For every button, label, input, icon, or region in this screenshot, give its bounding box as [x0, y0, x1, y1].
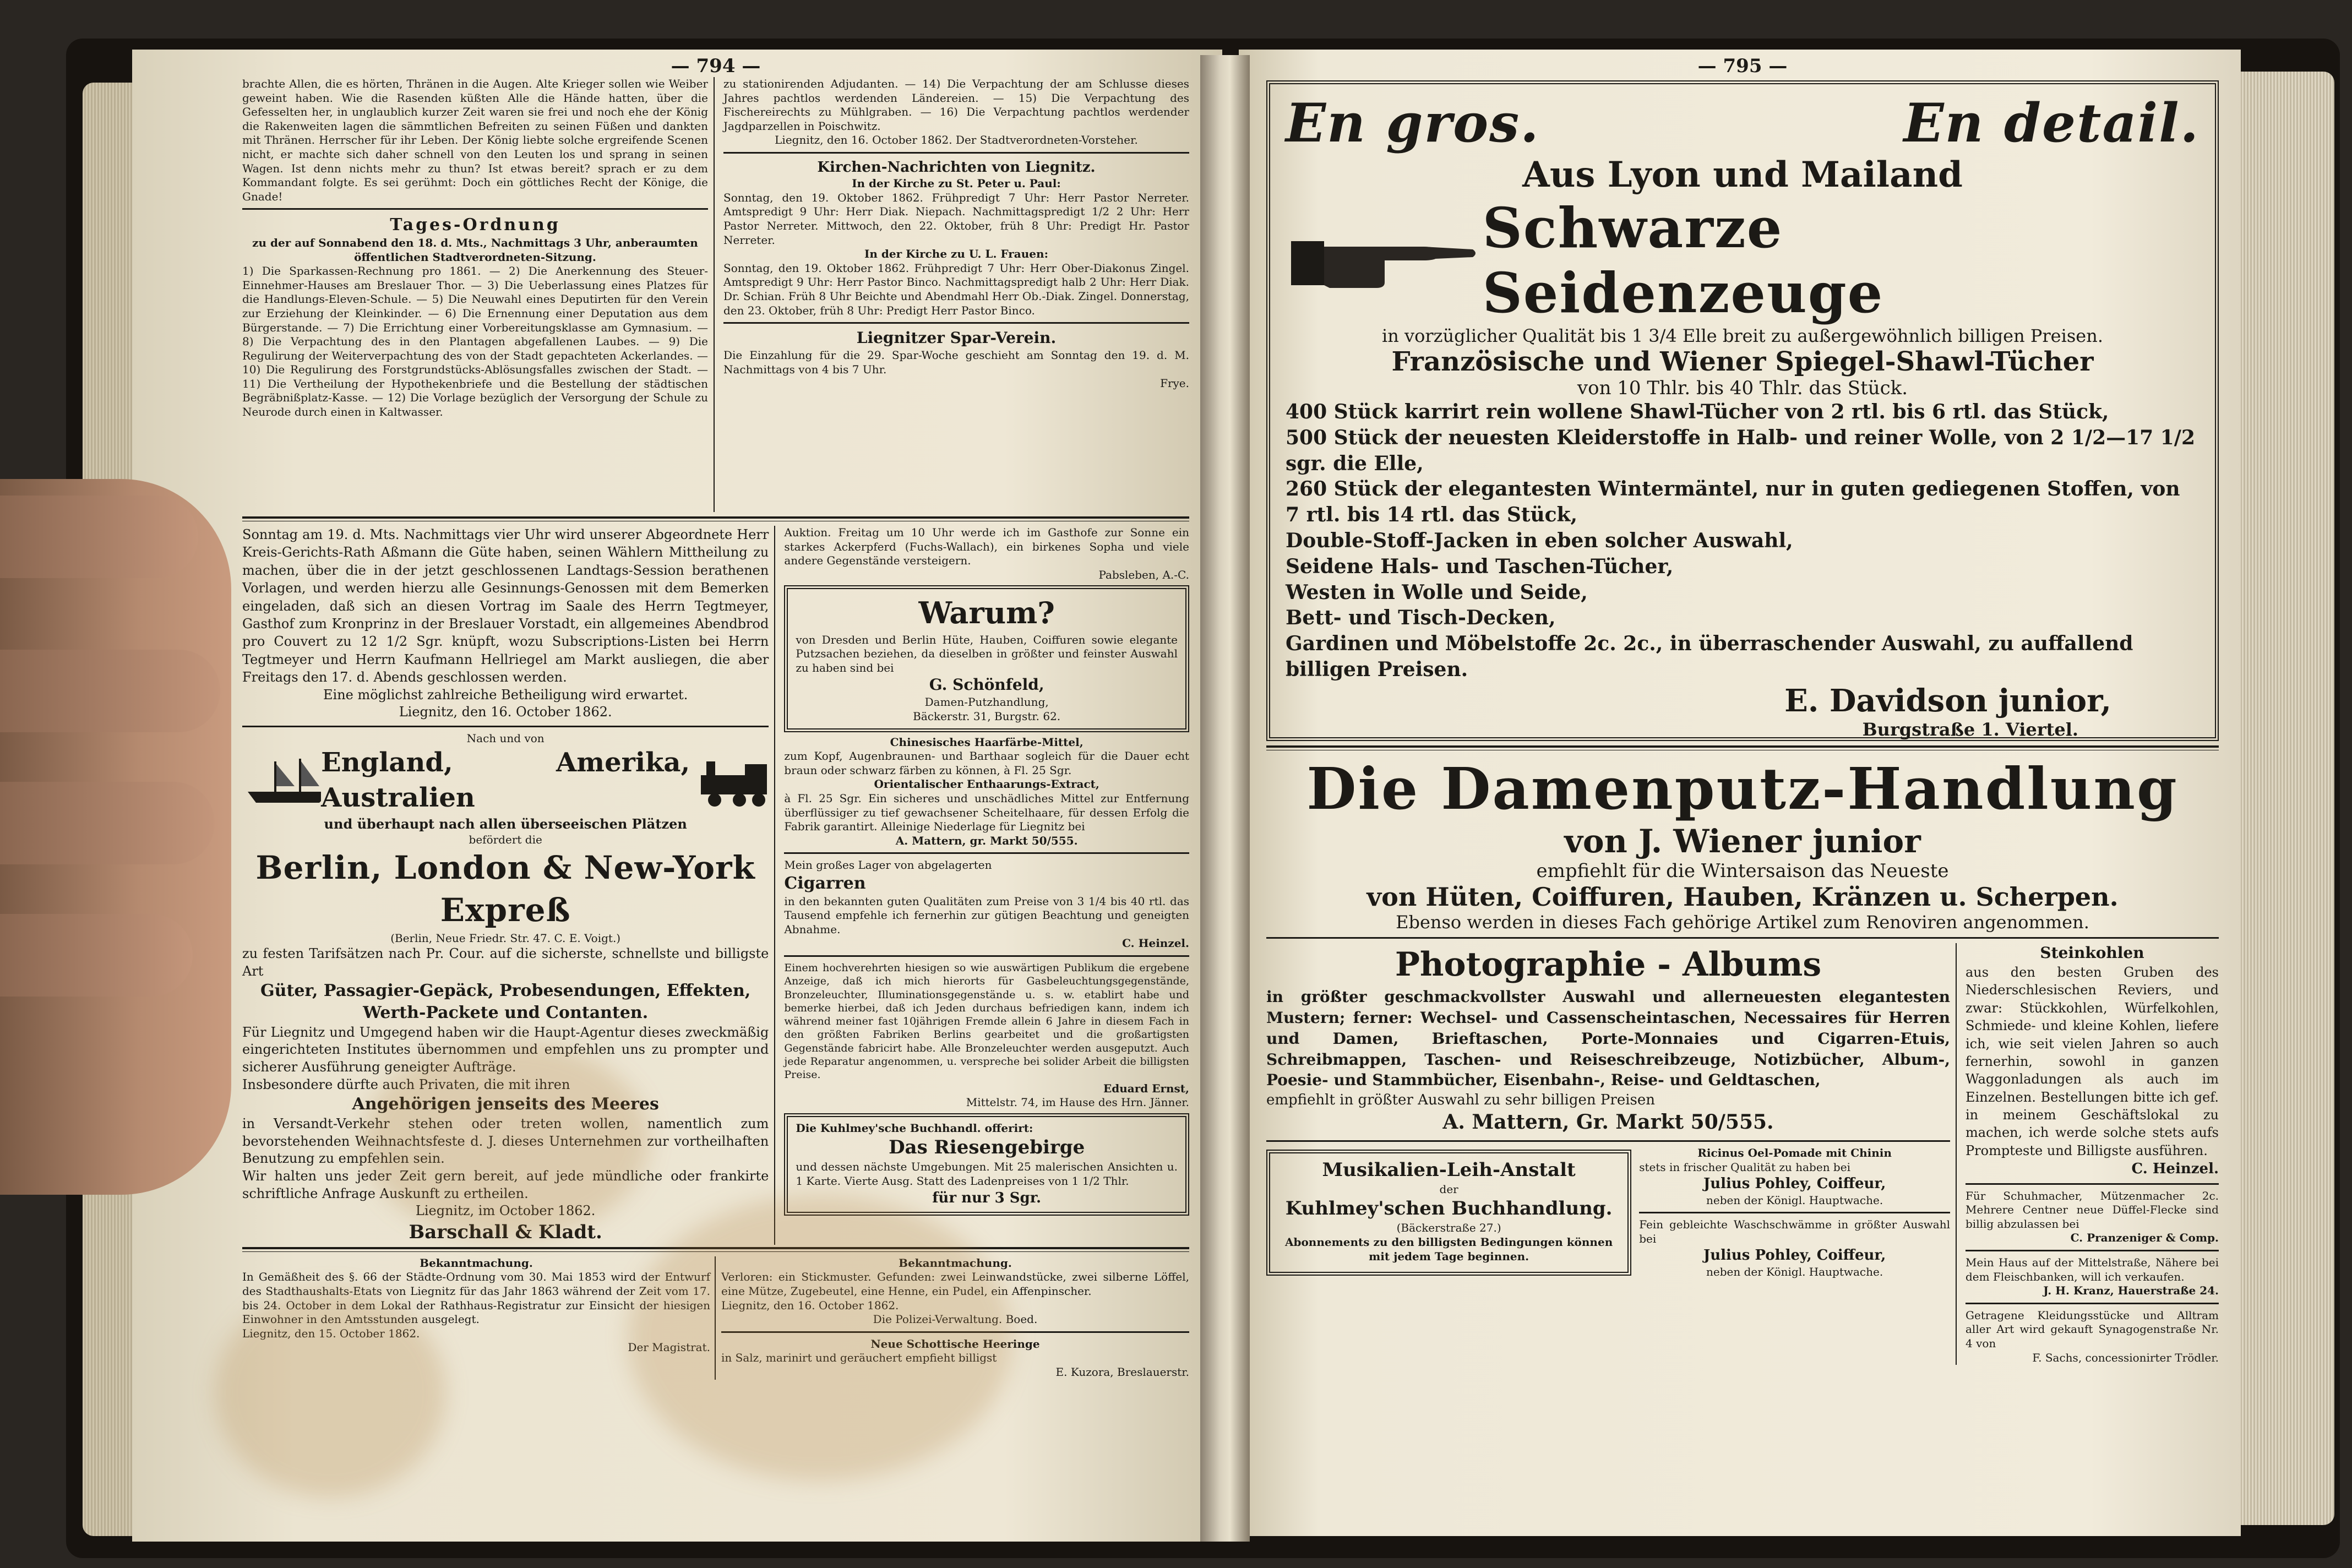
offer-list: [1286, 399, 2199, 683]
photo-signature: A. Mattern, Gr. Markt 50/555.: [1442, 1110, 1774, 1134]
schwamm-addr: neben der Königl. Hauptwache.: [1706, 1265, 1883, 1278]
ricinus-addr: neben der Königl. Hauptwache.: [1706, 1193, 1883, 1207]
page-number: — 794 —: [671, 55, 761, 77]
hering-title: Neue Schottische Heeringe: [870, 1337, 1040, 1351]
kleid-signature: F. Sachs, concessionirter Trödler.: [2032, 1351, 2219, 1364]
haar-text: zum Kopf, Augenbraunen- und Barthaar sogleich für die Dauer echt braun oder schwarz färben zu können, à Fl. 25 Sgr.: [784, 749, 1189, 777]
musik-ad: [1266, 1150, 1631, 1276]
spar-signature: Frye.: [1160, 377, 1189, 390]
photo-text: in größter geschmackvollster Auswahl und allerneuesten elegantesten Mustern; ferner: Wechsel- und Cassenscheintaschen, Necessaires für Herren und Damen, Brieftaschen, Porte-Monnaies und Cigarren-Etuis, Schreibmappen, Taschen- und Reiseschreibzeuge, Notizbücher, Album-, Poesie- und Stammbücher, Eisenbahn-, Reise- und Geldtaschen,: [1266, 988, 1950, 1090]
kohle-signature: C. Heinzel.: [2131, 1161, 2219, 1178]
warum-title: Warum?: [918, 595, 1055, 631]
express-text2: Für Liegnitz und Umgegend haben wir die Haupt-Agentur dieses zweckmäßig eingerichteten Institutes übernommen und empfehlen uns zu prompter und sicherer Ausführung geneigter Aufträge.: [242, 1024, 769, 1075]
pointing-hand-icon: [1286, 222, 1483, 299]
musik-text: Abonnements zu den billigsten Bedingungen können mit jedem Tage beginnen.: [1284, 1235, 1613, 1263]
express-sub: und überhaupt nach allen überseeischen Plätzen: [324, 816, 687, 832]
cigarren-text2: in den bekannten guten Qualitäten zum Preise von 3 1/4 bis 40 rtl. das Tausend empfehle ich fernerhin zur gütigen Beachtung und geneigten Abnahme.: [784, 894, 1189, 936]
right-page: [1239, 50, 2241, 1536]
bek2-date: Liegnitz, den 16. October 1862.: [721, 1298, 899, 1312]
warum-text: von Dresden und Berlin Hüte, Hauben, Coiffuren sowie elegante Putzsachen beziehen, da dieselben in größter und feinster Auswahl zu haben sind bei: [796, 633, 1178, 674]
hering-signature: E. Kuzora, Breslauerstr.: [1055, 1365, 1189, 1379]
finger: [0, 914, 193, 997]
express-text5: Wir halten uns jeder Zeit gern bereit, auf jede mündliche oder frankirte schriftliche Anfrage Auskunft zu ertheilen.: [242, 1168, 769, 1201]
engros-label: En gros.: [1286, 92, 1540, 154]
offer-item: Gardinen und Möbelstoffe 2c. 2c., in überraschender Auswahl, zu auffallend billigen Preisen.: [1286, 632, 2133, 681]
sonntag-date: Liegnitz, den 16. October 1862.: [399, 704, 612, 720]
spar-title: Liegnitzer Spar-Verein.: [856, 329, 1057, 347]
intro-text: brachte Allen, die es hörten, Thränen in die Augen. Alte Krieger sollen wie Weiber geweint haben. Wie die Rasenden küßten Alle die Hände hatten, über die Gefesselten her, in unglaublich kurzer Zeit waren sie frei und noch ehe der König die Rakenweiten lagen die sämmtlichen Befreiten zu seinen Füßen und dankten mit Thränen. Herrscher für ihr Leben. Der König liebte solche ergreifende Scenen nicht, er machte sich daher schnell von den Leuten los und sprang in seinen Wagen. Ist denn nichts mehr zu thun? Ist etwas bereit? sprach er zu dem Kommandant folgte. Es sei gerühmt: Doch ein göttliches Recht der Könige, die Gnade!: [242, 77, 708, 203]
kirchen-sub2: In der Kirche zu U. L. Frauen:: [864, 247, 1048, 261]
bek1-title: Bekanntmachung.: [420, 1256, 533, 1270]
kuhlmey-title: Das Riesengebirge: [889, 1136, 1085, 1159]
gas-signature: Eduard Ernst,: [1103, 1081, 1189, 1095]
tages-subtitle: zu der auf Sonnabend den 18. d. Mts., Nachmittags 3 Uhr, anberaumten öffentlichen Stadtverordneten-Sitzung.: [252, 236, 698, 264]
davidson-name: E. Davidson junior,: [1784, 682, 2111, 719]
auktion-text: Auktion. Freitag um 10 Uhr werde ich im Gasthofe zur Sonne ein starkes Ackerpferd (Fuchs-Wallach), ein birkenes Sopha und viele andere Gegenstände versteigern.: [784, 526, 1189, 568]
tages-title: Tages-Ordnung: [390, 215, 560, 235]
express-date: Liegnitz, im October 1862.: [415, 1203, 596, 1219]
musik-addr: (Bäckerstraße 27.): [1396, 1221, 1501, 1235]
haus-signature: J. H. Kranz, Hauerstraße 24.: [2043, 1284, 2219, 1298]
aus-lyon: Aus Lyon und Mailand: [1522, 154, 1963, 195]
davidson-addr: Burgstraße 1. Viertel.: [1862, 718, 2078, 740]
left-page: [132, 50, 1222, 1542]
express-goods: Güter, Passagier-Gepäck, Probesendungen, Effekten, Werth-Packete und Contanten.: [260, 981, 751, 1023]
cigarren-text1: Mein großes Lager von abgelagerten: [784, 858, 992, 872]
kirchen-text1: Sonntag, den 19. Oktober 1862. Frühpredigt 7 Uhr: Herr Pastor Nerreter. Amtspredigt 9 Uhr: Herr Diak. Niepach. Nachmittagspredigt 1/2 2 Uhr: Herr Pastor Nerreter. Mittwoch, den 22. Oktober, früh 8 Uhr: Predigt Hr. Pastor Nerreter.: [723, 190, 1189, 247]
wiener-text2: Ebenso werden in dieses Fach gehörige Artikel zum Renoviren angenommen.: [1396, 912, 2089, 933]
musik-name: Kuhlmey'schen Buchhandlung.: [1285, 1197, 1613, 1220]
warum-ad: [784, 585, 1189, 732]
express-befoerdert: befördert die: [469, 832, 542, 846]
offer-item: Double-Stoff-Jacken in eben solcher Auswahl,: [1286, 529, 1793, 552]
offer-item: 260 Stück der elegantesten Wintermäntel, nur in guten gediegenen Stoffen, von 7 rtl. bis 14 rtl. das Stück,: [1286, 477, 2180, 527]
offer-item: Westen in Wolle und Seide,: [1286, 580, 1588, 604]
express-top: Nach und von: [466, 731, 545, 745]
kohle-title: Steinkohlen: [2040, 944, 2144, 962]
schuh-signature: C. Pranzeniger & Comp.: [2070, 1231, 2219, 1245]
warum-addr: Bäckerstr. 31, Burgstr. 62.: [913, 709, 1061, 723]
locomotive-icon: [690, 753, 769, 808]
enthaar-signature: A. Mattern, gr. Markt 50/555.: [895, 834, 1078, 847]
schuh-text: Für Schuhmacher, Mützenmacher 2c. Mehrere Centner neue Düffel-Flecke sind billig abzulassen bei: [1966, 1189, 2219, 1231]
finger: [0, 496, 198, 578]
express-signature: Barschall & Kladt.: [409, 1221, 602, 1243]
wiener-big: von Hüten, Coiffuren, Hauben, Kränzen u. Scherpen.: [1366, 882, 2119, 912]
schwamm-title: Fein gebleichte Waschschwämme in größter Auswahl bei: [1639, 1218, 1950, 1245]
gas-text: Einem hochverehrten hiesigen so wie auswärtigen Publikum die ergebene Anzeige, daß ich mich hierorts für Gasbeleuchtungsgegenstände, Bronzeleuchter, Illuminationsgegenstände u. s. w. etablirt habe und bemerke hierbei, daß ich Jeden durchaus befriedigen kann, indem ich während meiner fast 10jährigen Fremde allein 6 Jahre in diesem Fach in den größten Fabriken Berlins gearbeitet und die großartigsten Gegenstände fabricirt habe. Alle Bronzeleuchter werden ausgeputzt. Auch jede Reparatur angenommen, u. verspreche bei solider Arbeit die billigsten Preise.: [784, 961, 1189, 1081]
agenda-signature: Liegnitz, den 16. October 1862. Der Stadtverordneten-Vorsteher.: [775, 133, 1138, 147]
ricinus-text: stets in frischer Qualität zu haben bei: [1639, 1160, 1850, 1174]
shawl-price: von 10 Thlr. bis 40 Thlr. das Stück.: [1577, 377, 1908, 399]
page-number-right: — 795 —: [1697, 55, 1788, 77]
kleid-text: Getragene Kleidungsstücke und Alltram aller Art wird gekauft Synagogenstraße Nr. 4 von: [1966, 1308, 2219, 1350]
express-addr: (Berlin, Neue Friedr. Str. 47. C. E. Voigt.): [390, 931, 621, 945]
sonntag-text: Sonntag am 19. d. Mts. Nachmittags vier Uhr wird unserer Abgeordnete Herr Kreis-Gerichts-Rath Aßmann die Güte haben, seinen Wählern Mittheilung zu machen, über die in der jetzt geschlossenen Landtags-Session berathenen Vorlagen, und werden hierzu alle Gesinnungs-Genossen mit dem Bemerken eingeladen, daß sich an diesen Vortrag im Saale des Herrn Tegtmeyer, Gasthof zum Kronprinz in der Breslauer Vorstadt, ein allgemeines Abendbrod pro Couvert zu 12 1/2 Sgr. knüpft, wozu Subscriptions-Listen bei Herrn Tegtmeyer und Herrn Kaufmann Hellriegel am Markt ausliegen, die aber Freitags den 17. d. Abends geschlossen werden.: [242, 527, 769, 685]
ricinus-title: Ricinus Oel-Pomade mit Chinin: [1697, 1146, 1892, 1159]
bek2-text: Verloren: ein Stickmuster. Gefunden: zwei Leinwandstücke, zwei silberne Löffel, eine Mütze, Zugebeutel, eine Henne, ein Pudel, ein Affenpinscher.: [721, 1270, 1189, 1298]
agenda-continuation: zu stationirenden Adjudanten. — 14) Die Verpachtung der am Schlusse dieses Jahres pachtlos werdenden Ländereien. — 15) Die Verpachtung des Fischereirechts zu Mühlgraben. — 16) Die Verpachtung pachtlos werdender Jagdparzellen in Poischwitz.: [723, 77, 1189, 133]
finger: [0, 782, 215, 864]
kirchen-title: Kirchen-Nachrichten von Liegnitz.: [817, 159, 1096, 176]
seide-text: in vorzüglicher Qualität bis 1 3/4 Elle breit zu außergewöhnlich billigen Preisen.: [1382, 325, 2103, 346]
seidenzeuge-title: Schwarze Seidenzeuge: [1482, 195, 1884, 325]
haar-title: Chinesisches Haarfärbe-Mittel,: [890, 735, 1084, 749]
hering-text: in Salz, marinirt und geräuchert empfieht billigst: [721, 1351, 997, 1365]
offer-item: Seidene Hals- und Taschen-Tücher,: [1286, 554, 1674, 578]
offer-item: 500 Stück der neuesten Kleiderstoffe in Halb- und reiner Wolle, von 2 1/2—17 1/2 sgr. die Elle,: [1286, 426, 2195, 475]
express-angehoerigen: Angehörigen jenseits des Meeres: [352, 1095, 659, 1114]
sonntag-line: Eine möglichst zahlreiche Betheiligung wird erwartet.: [323, 687, 688, 703]
gas-addr: Mittelstr. 74, im Hause des Hrn. Jänner.: [966, 1096, 1189, 1109]
ricinus-signature: Julius Pohley, Coiffeur,: [1703, 1175, 1886, 1193]
bek2-signature: Die Polizei-Verwaltung. Boed.: [873, 1313, 1038, 1326]
express-text3: Insbesondere dürfte auch Privaten, die mit ihren: [242, 1076, 570, 1092]
musik-der: der: [1439, 1182, 1458, 1196]
bek1-signature: Der Magistrat.: [628, 1341, 710, 1354]
davidson-ad: [1266, 80, 2219, 741]
cigarren-word: Cigarren: [784, 873, 866, 893]
express-name: Berlin, London & New-York Expreß: [255, 849, 755, 929]
haus-text: Mein Haus auf der Mittelstraße, Nähere bei dem Fleischbanken, will ich verkaufen.: [1966, 1255, 2219, 1283]
express-text4: in Versandt-Verkehr stehen oder treten wollen, namentlich zum bevorstehenden Weihnachtsfeste d. J. dieses Unternehmen zur vortheilhaften Benutzung zu empfehlen sein.: [242, 1115, 769, 1167]
kirchen-sub1: In der Kirche zu St. Peter u. Paul:: [852, 177, 1061, 190]
express-title: England, Amerika, Australien: [321, 747, 690, 813]
wiener-text1: empfiehlt für die Wintersaison das Neueste: [1536, 860, 1949, 882]
photo-text2: empfiehlt in größter Auswahl zu sehr billigen Preisen: [1266, 1092, 1655, 1109]
schwamm-signature: Julius Pohley, Coiffeur,: [1703, 1247, 1886, 1264]
spar-text: Die Einzahlung für die 29. Spar-Woche geschieht am Sonntag den 19. d. M. Nachmittags von 4 bis 7 Uhr.: [723, 349, 1189, 376]
tages-text: 1) Die Sparkassen-Rechnung pro 1861. — 2) Die Anerkennung des Steuer-Einnehmer-Hauses am Breslauer Thor. — 3) Die Ueberlassung eines Platzes für die Handlungs-Eleven-Schule. — 5) Die Neuwahl eines Deputirten für den Verein zur Erziehung der Kleinkinder. — 6) Die Ernennung einer Deputation aus dem Bürgerstande. — 7) Die Errichtung einer Vorbereitungsklasse am Gymnasium. — 8) Die Verpachtung des in den Plantagen abgefallenen Laubes. — 9) Die Regulirung der Weiterverpachtung des von der Stadt gepachteten Ackerlandes. — 10) Die Regulirung des Forstgrundstücks-Ablösungsfalles zwischen der Stadt. — 11) Die Vertheilung der Hypothekenbriefe und die Bestellung der städtischen Begräbnißplatz-Kasse. — 12) Die Vorlage bezüglich der Versorgung der Schule zu Neurode durch einen in Kaltwasser.: [242, 264, 708, 419]
kohle-text: aus den besten Gruben des Niederschlesischen Reviers, und zwar: Stückkohlen, Würfelkohlen, Schmiede- und kleine Kohlen, liefere ich, wie seit vielen Jahren so auch fernerhin, sowohl in ganzen Waggonladungen als auch im Einzelnen. Bestellungen bitte ich gef. in meinem Geschäftslokal zu machen, ich werde solche stets aufs Prompteste und Billigste ausführen.: [1966, 964, 2219, 1158]
pohley-ads: [1639, 1146, 1950, 1279]
express-text1: zu festen Tarifsätzen nach Pr. Cour. auf die sicherste, schnellste und billigste Art: [242, 946, 769, 979]
musik-title: Musikalien-Leih-Anstalt: [1322, 1159, 1576, 1181]
warum-firm: Damen-Putzhandlung,: [924, 695, 1049, 709]
enthaar-title: Orientalischer Enthaarungs-Extract,: [874, 777, 1099, 791]
auktion-signature: Pabsleben, A.-C.: [1098, 568, 1189, 581]
offer-item: Bett- und Tisch-Decken,: [1286, 606, 1556, 630]
finger: [0, 650, 220, 732]
bek1-text: In Gemäßheit des §. 66 der Städte-Ordnung vom 30. Mai 1853 wird der Entwurf des Stadthaushalts-Etats von Liegnitz für das Jahr 1863 während der Zeit vom 17. bis 24. October in dem Lokal der Rathhaus-Registratur zur Einsicht der hiesigen Einwohner in den Amtsstunden ausgelegt.: [242, 1270, 710, 1326]
offer-item: 400 Stück karrirt rein wollene Shawl-Tücher von 2 rtl. bis 6 rtl. das Stück,: [1286, 400, 2109, 423]
shawl-title: Französische und Wiener Spiegel-Shawl-Tücher: [1391, 346, 2094, 377]
endetail-label: En detail.: [1903, 92, 2199, 154]
kuhlmey-price: für nur 3 Sgr.: [932, 1189, 1042, 1206]
kuhlmey-text2: und dessen nächste Umgebungen. Mit 25 malerischen Ansichten u. 1 Karte. Vierte Ausg. Statt des Ladenpreises von 1 1/2 Thlr.: [796, 1160, 1178, 1188]
wiener-name: von J. Wiener junior: [1564, 823, 1921, 860]
warum-name: G. Schönfeld,: [929, 676, 1044, 694]
page-edges-right: [2235, 72, 2334, 1525]
damenputz-title: Die Damenputz-Handlung: [1306, 755, 2179, 823]
bek2-title: Bekanntmachung.: [899, 1256, 1012, 1270]
ship-icon: [242, 753, 321, 808]
kuhlmey-text1: Die Kuhlmey'sche Buchhandl. offerirt:: [796, 1121, 1033, 1135]
kirchen-text2: Sonntag, den 19. Oktober 1862. Frühpredigt 7 Uhr: Herr Ober-Diakonus Zingel. Amtspredigt 9 Uhr: Herr Pastor Binco. Nachmittagspredigt halb 2 Uhr: Herr Diak. Dr. Schian. Früh 8 Uhr Beichte und Abendmahl Herr Ob.-Diak. Zingel. Donnerstag, den 23. Oktober, früh 8 Uhr: Predigt Herr Pastor Binco.: [723, 261, 1189, 317]
book-gutter: [1200, 55, 1250, 1542]
photo-title: Photographie - Albums: [1395, 945, 1822, 984]
bek1-date: Liegnitz, den 15. October 1862.: [242, 1326, 420, 1340]
enthaar-text: à Fl. 25 Sgr. Ein sicheres und unschädliches Mittel zur Entfernung überflüssiger zu tief gewachsener Scheitelhaare, für dessen Erfolg die Fabrik garantirt. Alleinige Niederlage für Liegnitz bei: [784, 791, 1189, 834]
cigarren-signature: C. Heinzel.: [1122, 937, 1189, 950]
